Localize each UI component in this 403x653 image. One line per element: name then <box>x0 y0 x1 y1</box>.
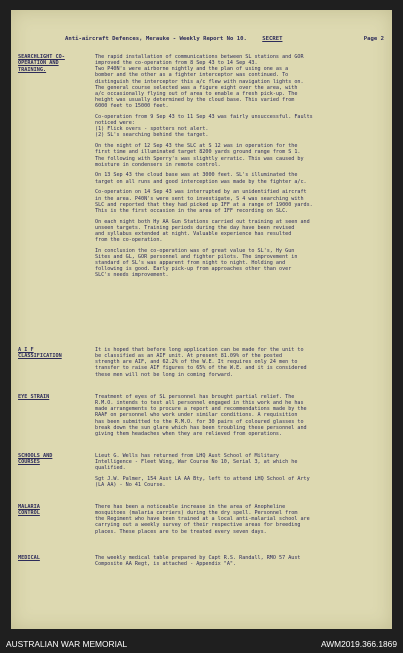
paragraph: On each night both Hy AA Gun Stations carried out training at seen and unseen targets. Training periods during the day have been revised and syllabus extended at night. Valuable experience has resulted from the co-operation. <box>95 218 310 244</box>
page-header <box>65 36 384 42</box>
section-heading: SEARCHLIGHT CO- OPERATION AND TRAINING. <box>18 54 65 73</box>
paragraph: Sgt J.W. Palmer, 154 Aust LA AA Bty, left to attend LHQ School of Arty (LA AA) - No 41 Course. <box>95 476 310 489</box>
section-heading: MEDICAL <box>18 555 40 561</box>
section-searchlight <box>18 54 384 283</box>
section-heading: A I F CLASSIFICATION <box>18 347 62 360</box>
section-body <box>95 54 384 279</box>
section-body <box>95 453 384 488</box>
section-body <box>95 504 384 535</box>
paragraph: The rapid installation of communications between SL stations and GOR improved the co-operation from 8 Sep 43 to 14 Sep 43. Two P40N's were airborne nightly and the plan of using one as a bomber and the other as a fighter interceptor was continued. To distinguish the interceptor this a/c flew with navigation lights on. The general course selected was a figure eight over the area, with a/c occasionally flying out of area to enable a fresh pick-up. The height was usually determined by the cloud base. This varied from 6000 feet to 15000 feet. <box>95 54 304 110</box>
section-eye-strain <box>18 394 384 442</box>
paragraph: On the night of 12 Sep 43 the SLC at S 12 was in operation for the first time and illuminated target 8200 yards ground range from S 1. The following with Sperry's was slightly erratic. This was caused by moisture in condensers in remote control. <box>95 143 304 168</box>
paragraph: On 13 Sep 43 the cloud base was at 3000 feet. SL's illuminated the target on all runs and good interception was made by the fighter a/c. <box>95 172 307 185</box>
paragraph: The weekly medical table prepared by Capt R.S. Randall, RMO 57 Aust Composite AA Regt, is attached - Appendix "A". <box>95 555 301 568</box>
section-body <box>95 347 384 378</box>
page-number: Page 2 <box>363 36 384 42</box>
section-schools-courses <box>18 453 384 493</box>
report-title: Anti-aircraft Defences, Merauke - Weekly Report No 10. <box>65 36 247 42</box>
classification-mark: SECRET <box>262 36 283 42</box>
archive-source: AUSTRALIAN WAR MEMORIAL <box>6 639 128 649</box>
document-page <box>11 10 392 629</box>
paragraph: Co-operation from 9 Sep 43 to 11 Sep 43 was fairly unsuccessful. Faults noticed were: (1) Flick overs - spotters not alert. (2) SL's searching behind the target. <box>95 114 313 139</box>
section-medical <box>18 555 384 572</box>
section-malaria-control <box>18 504 384 539</box>
section-body <box>95 555 384 567</box>
paragraph: There has been a noticeable increase in the area of Anopheline mosquitoes (malaria carriers) during the dry spell. Personnel from the Regiment who have been trained at a local anti-malarial school are carrying out a weekly survey of their respective areas for breeding places. These places are to be treated every seven days. <box>95 504 310 535</box>
paragraph: In conclusion the co-operation was of great value to SL's, Hy Gun Sites and GL, GOR personnel and fighter pilots. The improvement in standard of SL's was apparent from night to night. Holding and following is good. Early pick-up from approaches other than over SLC's needs improvement. <box>95 247 298 279</box>
paragraph: It is hoped that before long application can be made for the unit to be classified as an AIF unit. At present 81.09% of the posted strength are AIF, and 62.2% of the W.E. It requires only 24 men to transfer to raise AIF figures to 65% of the W.E. and it is considered these men will not be long in coming forward. <box>95 347 307 378</box>
archive-reference: AWM2019.366.1869 <box>320 639 397 649</box>
section-body <box>95 394 384 437</box>
paragraph: Co-operation on 14 Sep 43 was interrupted by an unidentified aircraft in the area. P40N's were sent to investigate, S 4 was searching with SLC and reported that they had picked up IFF at a range of 19000 yards. This is the first occasion in the area of IFF recording on SLC. <box>95 189 313 214</box>
paragraph: Lieut G. Wells has returned from LHQ Aust School of Military Intelligence - Fleet Wing, War Course No 10, Serial 3, at which he qualified. <box>95 453 298 472</box>
section-aif-classification <box>18 347 384 382</box>
section-heading: EYE STRAIN <box>18 394 50 400</box>
section-heading: MALARIA CONTROL <box>18 504 40 517</box>
section-heading: SCHOOLS AND COURSES <box>18 453 53 466</box>
paragraph: Treatment of eyes of SL personnel has brought partial relief. The R.M.O. intends to test all personnel engaged in this work and he has made arrangements to procure a report and recommendations made by the RAAF on personnel who work under similar conditions. A requisition has been submitted to the R.M.O. for 30 pairs of coloured glasses to break down the sun glare which has been troubling these personnel and giving them headaches when they are relieved from operations. <box>95 394 307 437</box>
archive-footer <box>0 633 403 653</box>
